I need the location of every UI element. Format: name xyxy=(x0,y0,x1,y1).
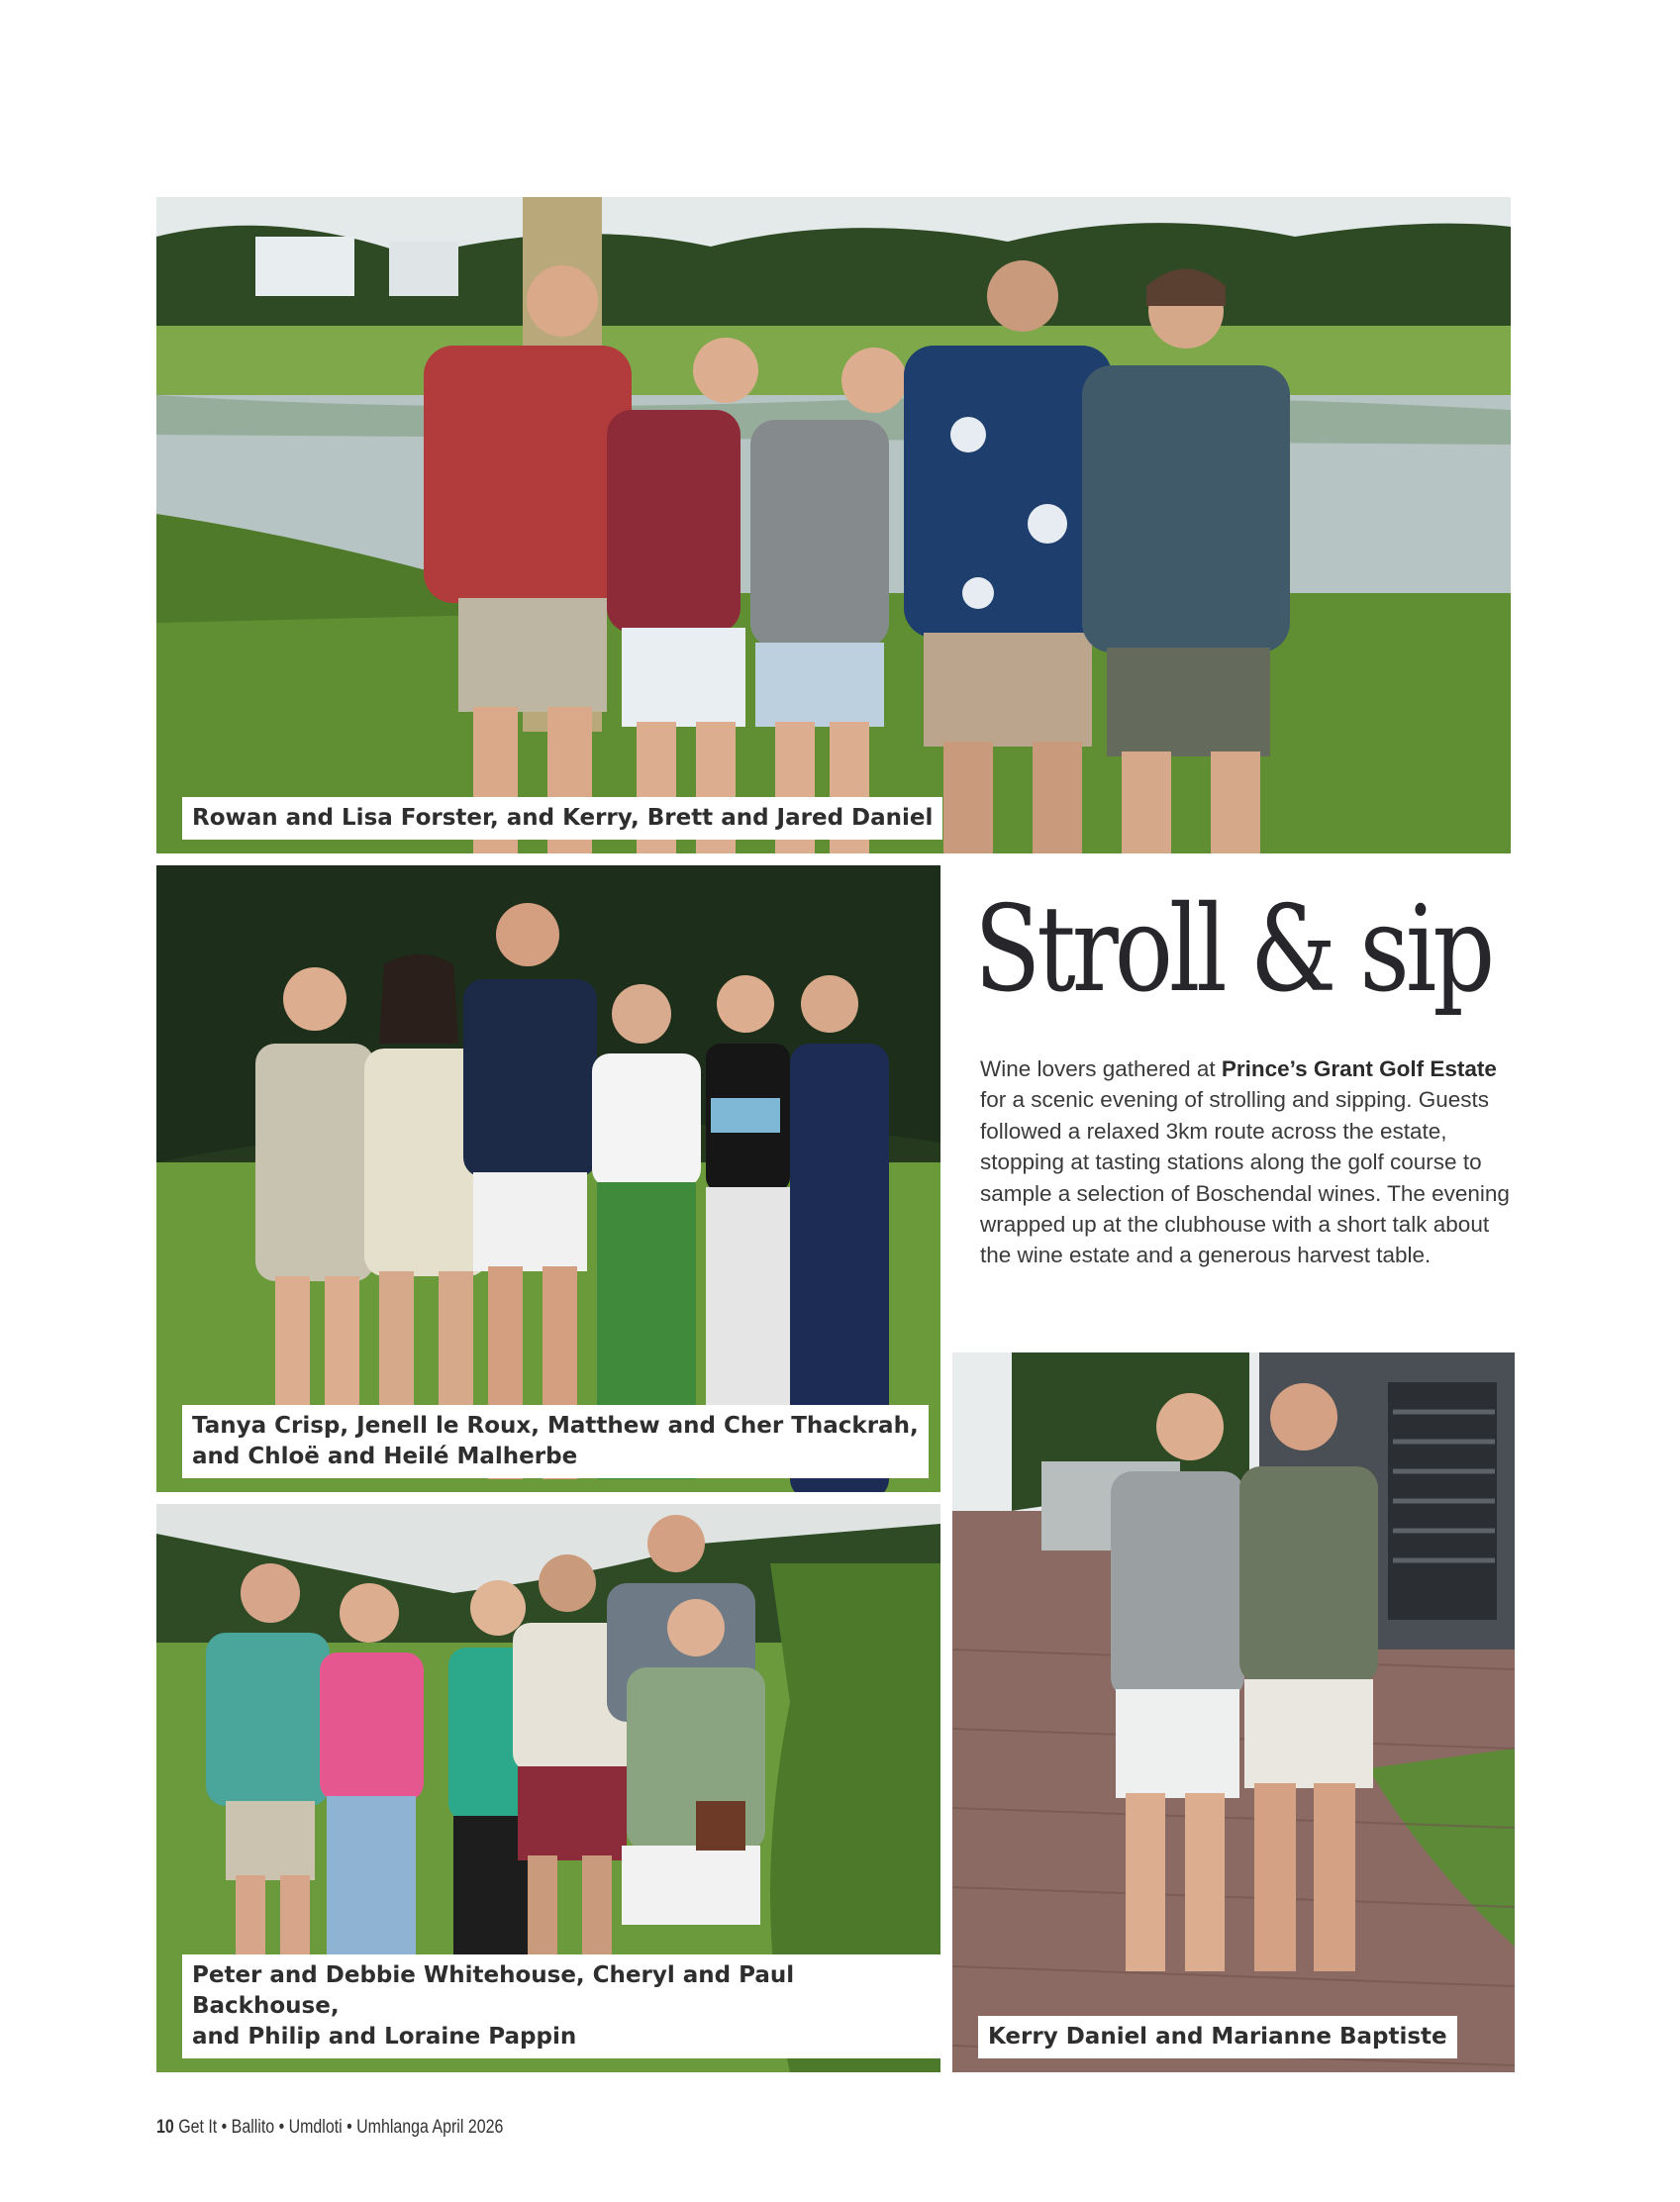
photo-fairway-group xyxy=(156,1504,940,2072)
caption-fairway-group xyxy=(182,1954,940,2058)
page-number: 10 xyxy=(156,2117,174,2138)
pair-image xyxy=(952,1352,1515,2072)
person-chloe xyxy=(706,975,790,1474)
caption-line: Peter and Debbie Whitehouse, Cheryl and Paul Backhouse, xyxy=(192,1962,795,2019)
photo-lawn-group xyxy=(156,865,940,1492)
lawn-group-image xyxy=(156,865,940,1492)
page-footer xyxy=(156,2117,503,2139)
photo-pair xyxy=(952,1352,1515,2072)
caption-lakeside-group xyxy=(182,797,942,840)
photo-lakeside-group xyxy=(156,197,1511,853)
issue-date: April 2026 xyxy=(432,2117,504,2138)
body-rest: for a scenic evening of strolling and sipping. Guests followed a relaxed 3km route across the estate, stopping at tasting stations along the golf course to sample a selection of Boschendal wines. The evening wrapped up at the clubhouse with a short talk about the wine estate and a generous harvest table. xyxy=(980,1087,1510,1268)
caption-pair xyxy=(978,2016,1457,2058)
lakeside-group-image xyxy=(156,197,1511,853)
body-intro: Wine lovers gathered at xyxy=(980,1056,1222,1081)
caption-line: Rowan and Lisa Forster, and Kerry, Brett and Jared Daniel xyxy=(192,805,934,831)
caption-line: and Philip and Loraine Pappin xyxy=(192,2024,577,2050)
caption-line: Tanya Crisp, Jenell le Roux, Matthew and Cher Thackrah, xyxy=(192,1413,919,1439)
publication-name: Get It • Ballito • Umdloti • Umhlanga xyxy=(178,2117,429,2138)
caption-line: Kerry Daniel and Marianne Baptiste xyxy=(988,2024,1447,2050)
venue-name: Prince’s Grant Golf Estate xyxy=(1221,1056,1497,1081)
caption-lawn-group xyxy=(182,1405,929,1478)
article-headline: Stroll & sip xyxy=(974,881,1492,1019)
article-body xyxy=(980,1053,1515,1271)
caption-line: and Chloë and Heilé Malherbe xyxy=(192,1444,578,1469)
